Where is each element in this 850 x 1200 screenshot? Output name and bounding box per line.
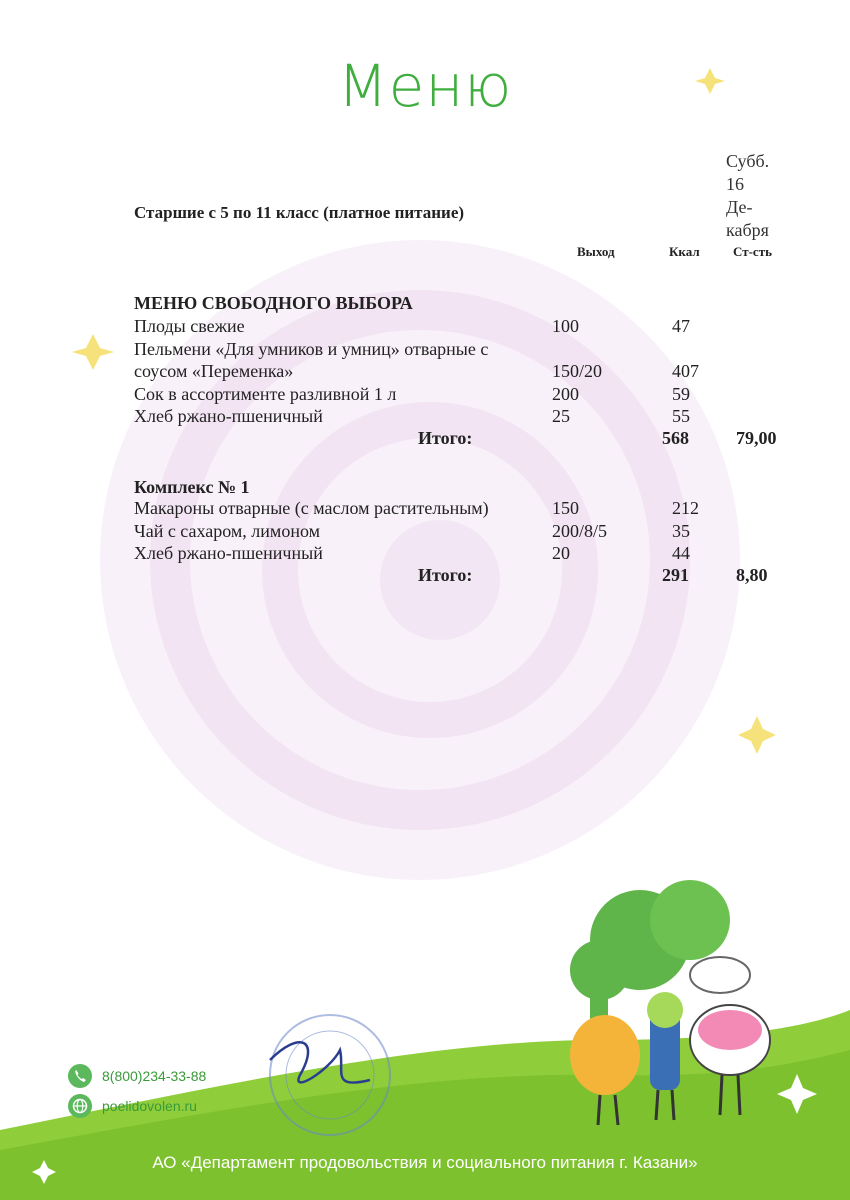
phone-icon: [68, 1064, 92, 1088]
table-row: Хлеб ржано-пшеничный 20 44: [134, 543, 690, 563]
table-row: Хлеб ржано-пшеничный 25 55: [134, 406, 690, 426]
section-title: Комплекс № 1: [134, 477, 250, 497]
contact-phone: [68, 1064, 206, 1088]
section-title: МЕНЮ СВОБОДНОГО ВЫБОРА: [134, 293, 413, 313]
globe-icon: [68, 1094, 92, 1118]
table-row: Пельмени «Для умников и умниц» отварные с: [134, 339, 489, 359]
column-header-cost: Ст-сть: [733, 244, 772, 259]
column-header-output: Выход: [577, 244, 615, 259]
phone-number: 8(800)234-33-88: [102, 1068, 207, 1084]
column-header-kcal: Ккал: [669, 244, 700, 259]
contact-website: [68, 1094, 197, 1118]
table-row: Чай с сахаром, лимоном 200/8/5 35: [134, 521, 690, 541]
date-label: Субб. 16 Де- кабря: [726, 151, 770, 240]
website-link[interactable]: poelidovolen.ru: [102, 1098, 197, 1114]
table-row: Плоды свежие 100 47: [134, 316, 690, 336]
total-row: Итого: 291 8,80: [418, 565, 768, 585]
table-row: соусом «Переменка» 150/20 407: [134, 361, 699, 381]
total-row: Итого: 568 79,00: [418, 428, 777, 448]
table-row: Сок в ассортименте разливной 1 л 200 59: [134, 384, 690, 404]
mascot-illustration: [570, 880, 770, 1125]
footer-organization: АО «Департамент продовольствия и социального питания г. Казани»: [152, 1153, 698, 1172]
page-title: Меню: [337, 52, 513, 120]
table-row: Макароны отварные (с маслом растительным) 150 212: [134, 498, 699, 518]
menu-subtitle: Старшие с 5 по 11 класс (платное питание): [134, 203, 465, 222]
